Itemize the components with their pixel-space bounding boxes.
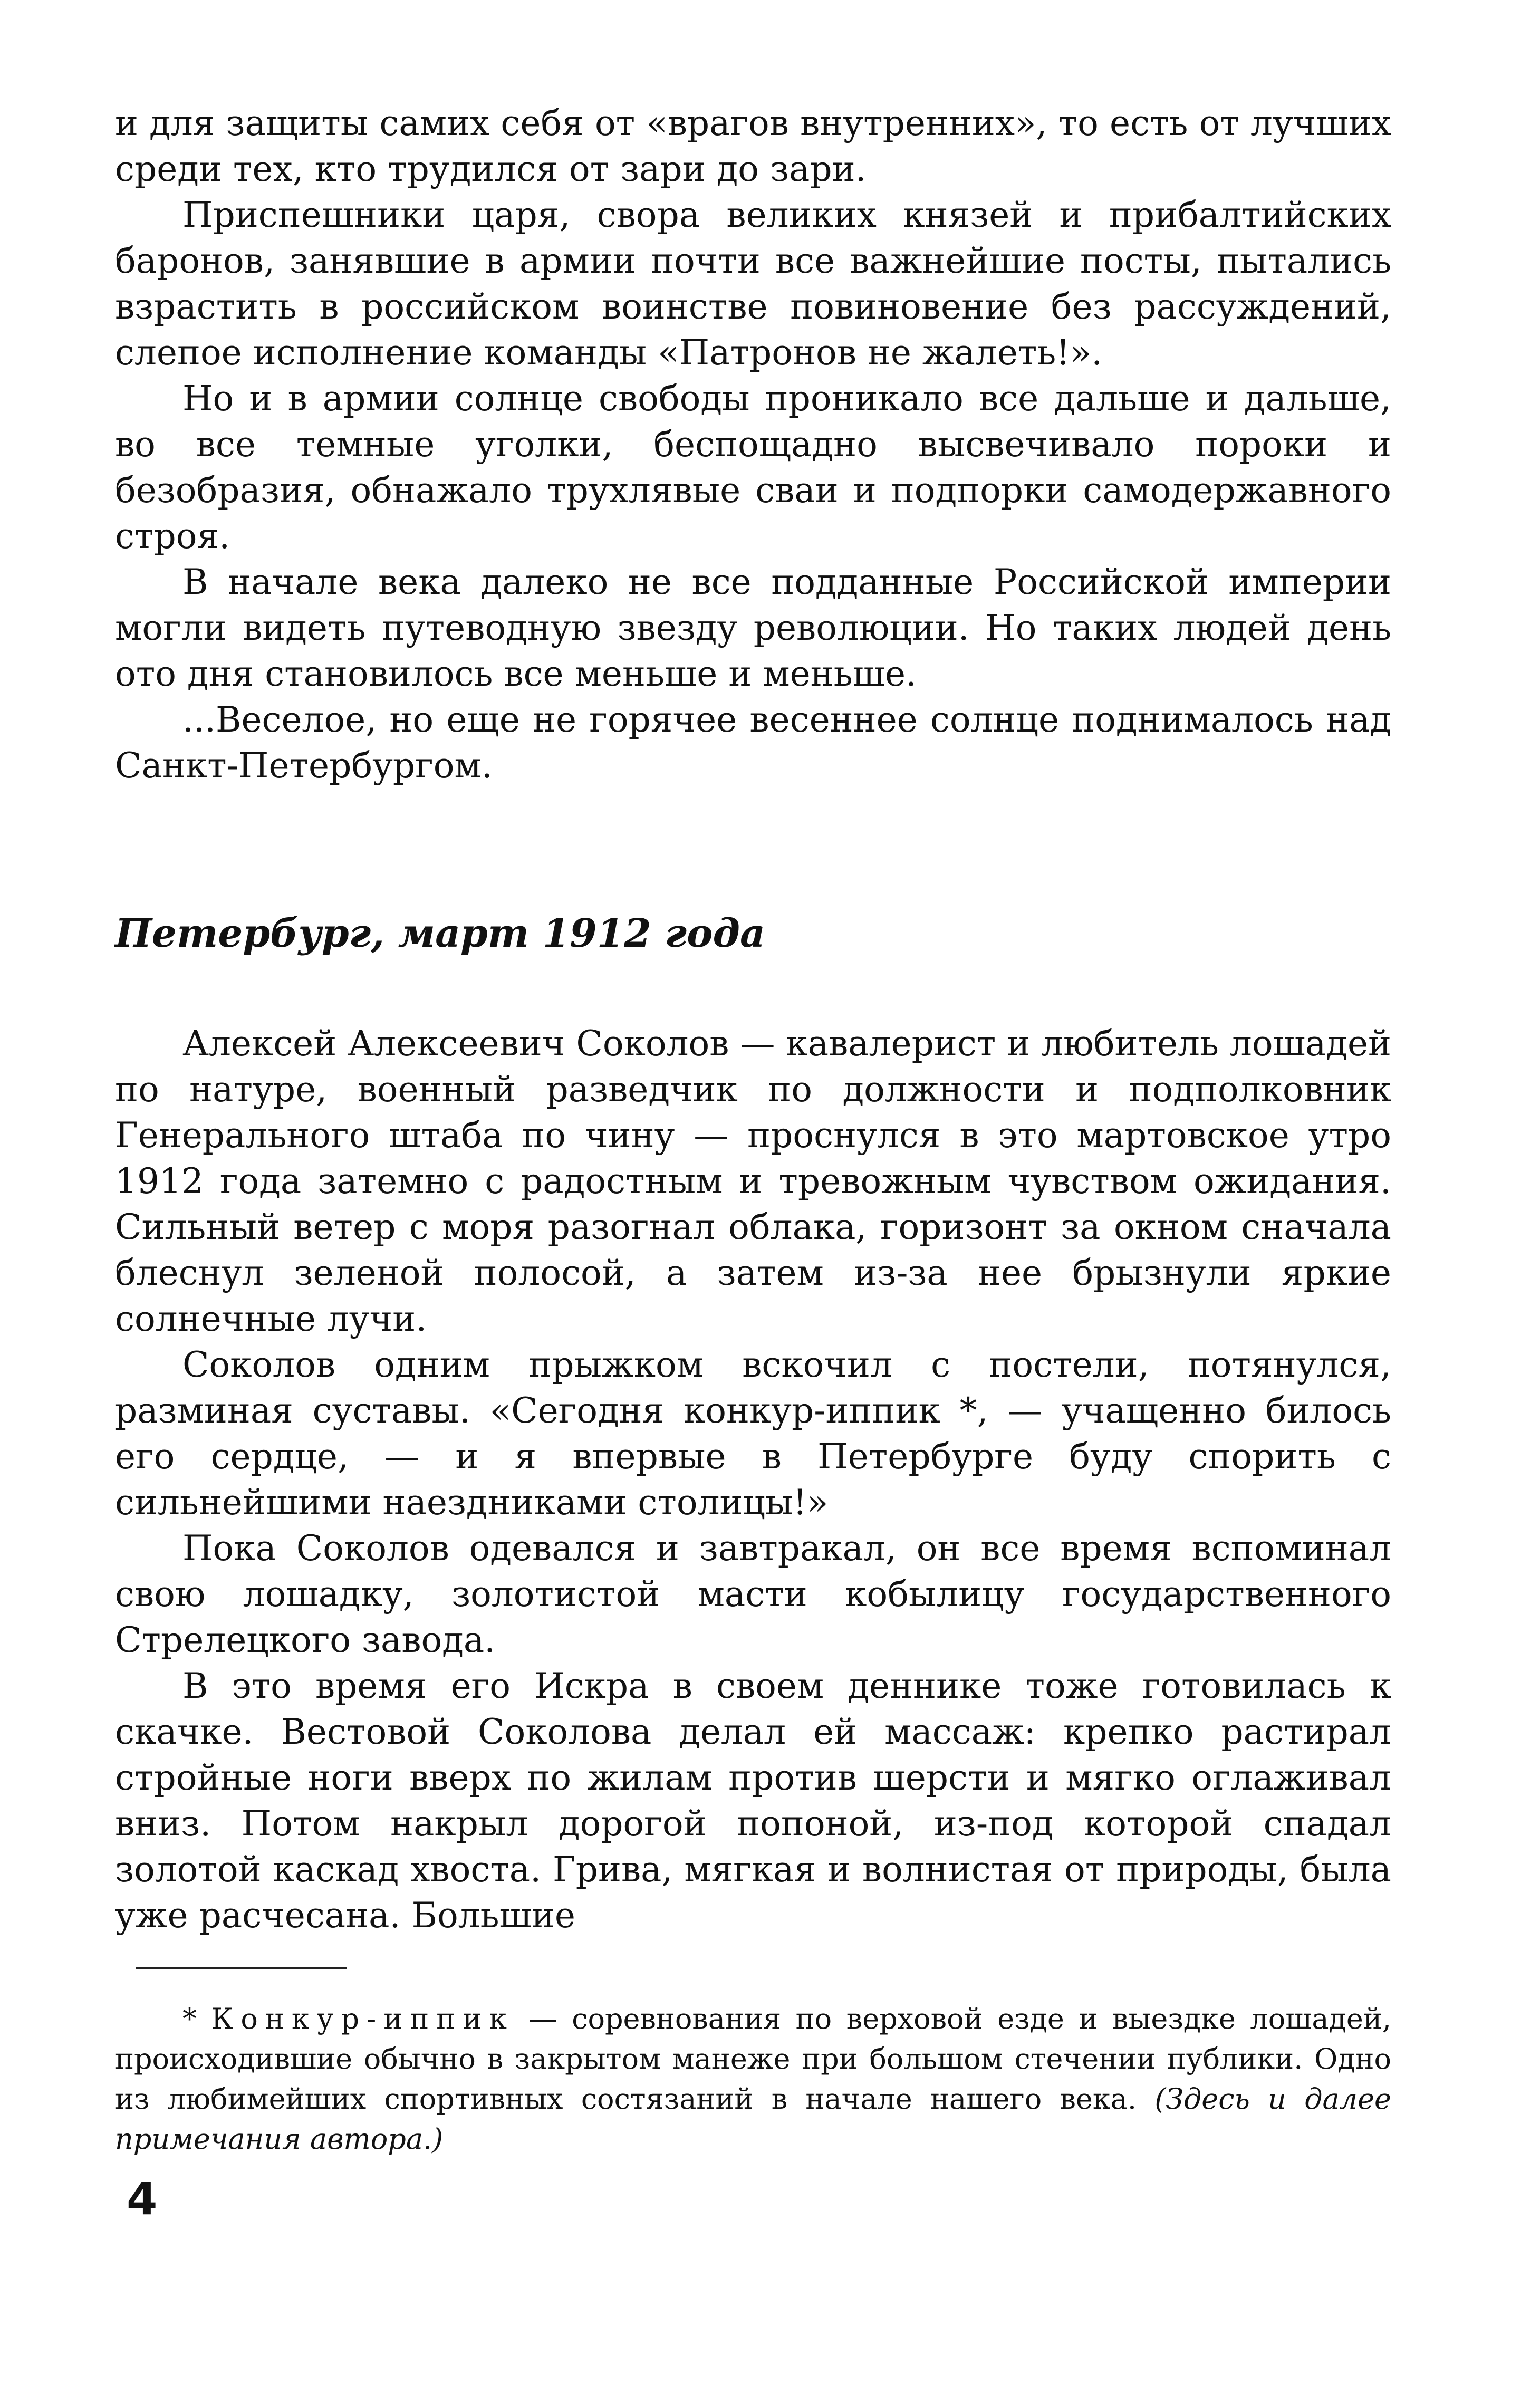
paragraph-intro-2: Приспешники царя, свора великих князей и прибалтийских баронов, занявшие в армии почти все важнейшие посты, пытались взрастить в российском воинстве повиновение без рассуждений, слепое исполнение команды «Патронов не жалеть!». bbox=[115, 195, 1391, 373]
footnote-text: — соревнования по верховой езде и выездке лошадей, происходившие обычно в закрытом манеже при большом стечении публики. Одно из любимейших спортивных состязаний в начале нашего века. bbox=[115, 2002, 1391, 2116]
footnote bbox=[115, 1999, 1391, 2159]
page-body bbox=[115, 100, 1391, 1938]
footnote-divider bbox=[136, 1967, 347, 1969]
paragraph-intro-5: ...Веселое, но еще не горячее весеннее солнце поднималось над Санкт-Петербургом. bbox=[115, 699, 1391, 786]
page-number: 4 bbox=[127, 2173, 158, 2225]
paragraph-intro-1: и для защиты самих себя от «врагов внутренних», то есть от лучших среди тех, кто трудился от зари до зари. bbox=[115, 103, 1391, 189]
paragraph-main-3: Пока Соколов одевался и завтракал, он все время вспоминал свою лошадку, золотистой масти кобылицу государственного Стрелецкого завода. bbox=[115, 1528, 1391, 1660]
paragraph-main-4: В это время его Искра в своем деннике тоже готовилась к скачке. Вестовой Соколова делал ей массаж: крепко растирал стройные ноги вверх по жилам против шерсти и мягко оглаживал вниз. Потом накрыл дорогой попоной, из-под которой спадал золотой каскад хвоста. Грива, мягкая и волнистая от природы, была уже расчесана. Большие bbox=[115, 1666, 1391, 1936]
paragraph-intro-4: В начале века далеко не все подданные Российской империи могли видеть путеводную звезду революции. Но таких людей день ото дня становилось все меньше и меньше. bbox=[115, 562, 1391, 694]
section-heading: Петербург, март 1912 года bbox=[115, 911, 765, 956]
paragraph-main-2: Соколов одним прыжком вскочил с постели, потянулся, разминая суставы. «Сегодня конкур-иппик *, — учащенно билось его сердце, — и я впервые в Петербурге буду спорить с сильнейшими наездниками столицы!» bbox=[115, 1344, 1391, 1523]
paragraph-intro-3: Но и в армии солнце свободы проникало все дальше и дальше, во все темные уголки, беспощадно высвечивало пороки и безобразия, обнажало трухлявые сваи и подпорки самодержавного строя. bbox=[115, 378, 1391, 556]
footnote-term: Конкур-иппик bbox=[211, 2002, 514, 2035]
paragraph-main-1: Алексей Алексеевич Соколов — кавалерист и любитель лошадей по натуре, военный разведчик по должности и подполковник Генерального штаба по чину — проснулся в это мартовское утро 1912 года затемно с радостным и тревожным чувством ожидания. Сильный ветер с моря разогнал облака, горизонт за окном сначала блеснул зеленой полосой, а затем из-за нее брызнули яркие солнечные лучи. bbox=[115, 1023, 1391, 1339]
footnote-author-note: (Здесь и далее примечания автора.) bbox=[115, 2082, 1391, 2156]
footnote-marker: * bbox=[182, 2002, 211, 2035]
